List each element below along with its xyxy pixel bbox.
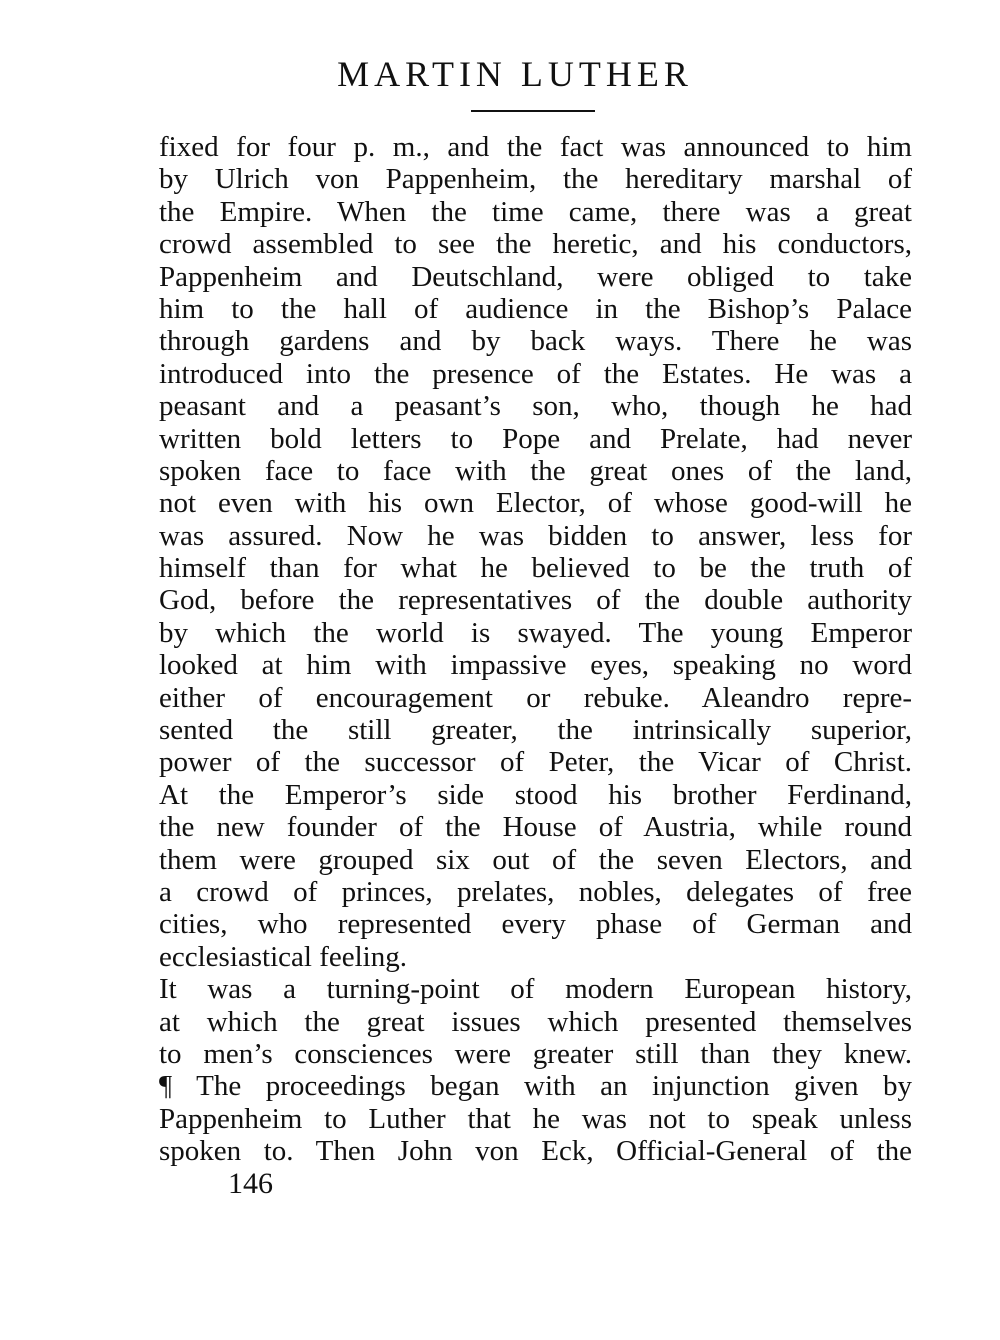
head-rule xyxy=(471,110,595,112)
text-line: sented the still greater, the intrinsically superior, xyxy=(159,714,912,747)
body-text xyxy=(159,131,912,1168)
text-line: by Ulrich von Pappenheim, the hereditary marshal of xyxy=(159,163,912,196)
text-line: spoken to. Then John von Eck, Official-General of the xyxy=(159,1135,912,1168)
text-line: a crowd of princes, prelates, nobles, delegates of free xyxy=(159,875,912,908)
text-line: introduced into the presence of the Estates. He was a xyxy=(159,357,912,390)
text-line: peasant and a peasant’s son, who, though he had xyxy=(159,390,912,423)
text-line: cities, who represented every phase of German and xyxy=(159,908,912,941)
text-line: ecclesiastical feeling. xyxy=(159,940,407,973)
text-line: Pappenheim and Deutschland, were obliged to take xyxy=(159,260,912,293)
text-line: looked at him with impassive eyes, speaking no word xyxy=(159,649,912,682)
text-line: power of the successor of Peter, the Vicar of Christ. xyxy=(159,746,912,779)
text-line: at which the great issues which presented themselves xyxy=(159,1005,912,1038)
text-line: through gardens and by back ways. There he was xyxy=(159,325,912,358)
text-line: God, before the representatives of the double authority xyxy=(159,584,912,617)
text-line: not even with his own Elector, of whose good-will he xyxy=(159,487,912,520)
text-line: the new founder of the House of Austria, while round xyxy=(159,811,912,844)
text-line: fixed for four p. m., and the fact was announced to him xyxy=(159,131,912,163)
text-line: It was a turning-point of modern European history, xyxy=(159,973,912,1006)
text-line: them were grouped six out of the seven Electors, and xyxy=(159,843,912,876)
text-line: Pappenheim to Luther that he was not to speak unless xyxy=(159,1102,912,1135)
text-line: written bold letters to Pope and Prelate, had never xyxy=(159,422,912,455)
running-head: MARTIN LUTHER xyxy=(337,54,693,94)
text-line: At the Emperor’s side stood his brother Ferdinand, xyxy=(159,778,912,811)
text-line: to men’s consciences were greater still than they knew. xyxy=(159,1037,912,1070)
text-line: by which the world is swayed. The young Emperor xyxy=(159,616,912,649)
text-line: either of encouragement or rebuke. Aleandro repre- xyxy=(159,681,912,714)
text-line: spoken face to face with the great ones of the land, xyxy=(159,454,912,487)
text-line: ¶ The proceedings began with an injunction given by xyxy=(159,1070,912,1103)
text-line: him to the hall of audience in the Bishop’s Palace xyxy=(159,292,912,325)
text-line: himself than for what he believed to be the truth of xyxy=(159,552,912,585)
text-line: crowd assembled to see the heretic, and his conductors, xyxy=(159,228,912,261)
text-line: the Empire. When the time came, there was a great xyxy=(159,195,912,228)
text-line: was assured. Now he was bidden to answer, less for xyxy=(159,519,912,552)
page-number: 146 xyxy=(228,1167,273,1200)
